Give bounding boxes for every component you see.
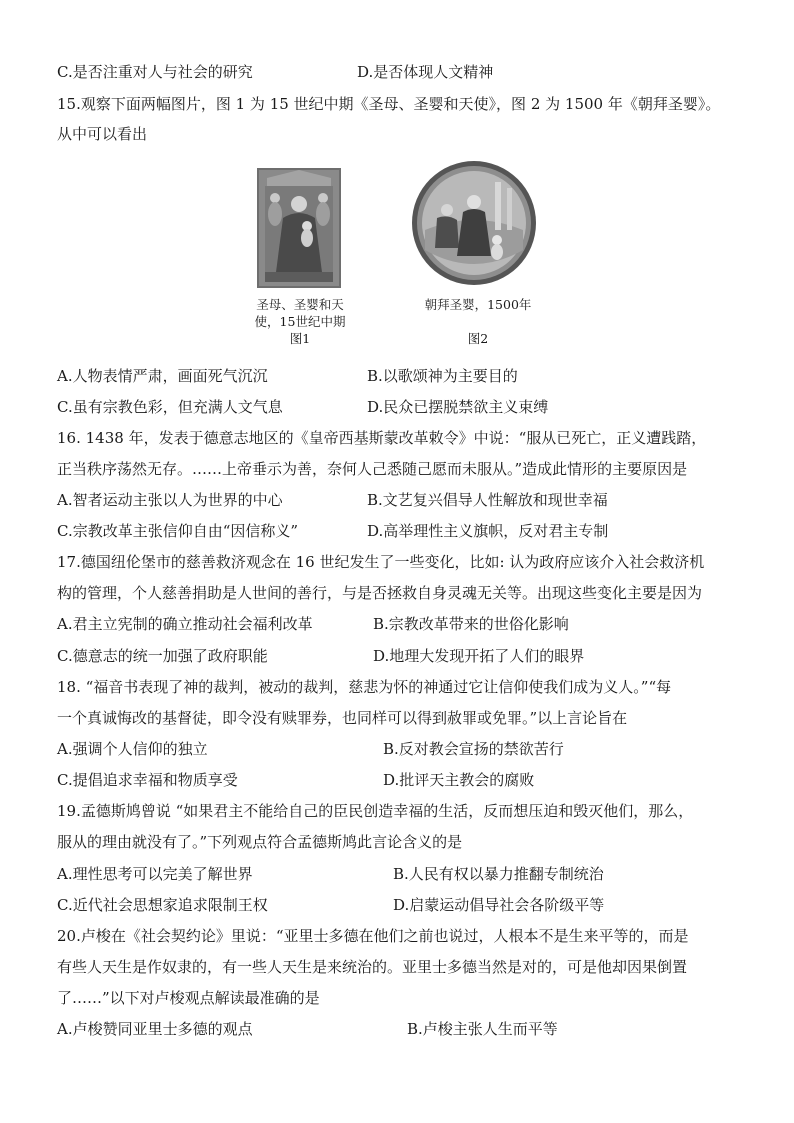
q18-option-d[interactable]: D.批评天主教会的腐败 [383, 771, 535, 789]
q15-option-d[interactable]: D.民众已摆脱禁欲主义束缚 [367, 398, 549, 416]
q18-option-a[interactable]: A.强调个人信仰的独立 [57, 740, 208, 758]
q18-option-c[interactable]: C.提倡追求幸福和物质享受 [57, 771, 238, 789]
q18-stem-line2: 一个真诚悔改的基督徒，即令没有赎罪券，也同样可以得到赦罪或免罪。”以上言论旨在 [57, 709, 628, 727]
figure-2-tondo-painting [411, 160, 537, 286]
q17-option-b[interactable]: B.宗教改革带来的世俗化影响 [373, 615, 569, 633]
q18-stem-line1: 18. “福音书表现了神的裁判，被动的裁判，慈悲为怀的神通过它让信仰使我们成为义人。”“每 [57, 678, 672, 696]
q19-option-b[interactable]: B.人民有权以暴力推翻专制统治 [393, 865, 604, 883]
q15-stem-line2: 从中可以看出 [57, 125, 148, 143]
q20-stem-line3: 了……”以下对卢梭观点解读最准确的是 [57, 989, 320, 1007]
q20-stem-line1: 20.卢梭在《社会契约论》里说：“亚里士多德在他们之前也说过，人根本不是生来平等的，而是 [57, 927, 689, 945]
q16-option-a[interactable]: A.智者运动主张以人为世界的中心 [57, 491, 283, 509]
q15-option-b[interactable]: B.以歌颂神为主要目的 [367, 367, 518, 385]
q17-option-a[interactable]: A.君主立宪制的确立推动社会福利改革 [57, 615, 313, 633]
figure-1-caption-line1: 圣母、圣婴和天 [256, 297, 344, 312]
q19-option-a[interactable]: A.理性思考可以完美了解世界 [57, 865, 253, 883]
q14-option-c[interactable]: C.是否注重对人与社会的研究 [57, 63, 253, 81]
q16-option-b[interactable]: B.文艺复兴倡导人性解放和现世幸福 [367, 491, 608, 509]
q17-stem-line1: 17.德国纽伦堡市的慈善救济观念在 16 世纪发生了一些变化，比如: 认为政府应该介入社会救济机 [57, 553, 705, 571]
q15-option-c[interactable]: C.虽有宗教色彩，但充满人文气息 [57, 398, 283, 416]
q20-stem-line2: 有些人天生是作奴隶的，有一些人天生是来统治的。亚里士多德当然是对的，可是他却因果倒置 [57, 958, 688, 976]
q18-option-b[interactable]: B.反对教会宣扬的禁欲苦行 [383, 740, 564, 758]
q15-option-a[interactable]: A.人物表情严肃，画面死气沉沉 [57, 367, 268, 385]
figure-1-madonna-painting [257, 168, 341, 288]
figure-1-caption-line2: 使，15世纪中期 [254, 314, 346, 329]
q16-stem-line2: 正当秩序荡然无存。……上帝垂示为善，奈何人己悉随己愿而未服从。”造成此情形的主要原因是 [57, 460, 688, 478]
figure-2-caption: 朝拜圣婴，1500年 [424, 297, 532, 312]
q17-option-c[interactable]: C.德意志的统一加强了政府职能 [57, 647, 268, 665]
q16-option-d[interactable]: D.高举理性主义旗帜，反对君主专制 [367, 522, 609, 540]
q17-option-d[interactable]: D.地理大发现开拓了人们的眼界 [373, 647, 585, 665]
q19-option-c[interactable]: C.近代社会思想家追求限制王权 [57, 896, 268, 914]
q16-stem-line1: 16. 1438 年，发表于德意志地区的《皇帝西基斯蒙改革敕令》中说：“服从已死亡，正义遭践踏， [57, 429, 707, 447]
q17-stem-line2: 构的管理，个人慈善捐助是人世间的善行，与是否拯救自身灵魂无关等。出现这些变化主要是因为 [57, 584, 703, 602]
q19-stem-line2: 服从的理由就没有了。”下列观点符合孟德斯鸠此言论含义的是 [57, 833, 463, 851]
q16-option-c[interactable]: C.宗教改革主张信仰自由“因信称义” [57, 522, 299, 540]
q15-stem-line1: 15.观察下面两幅图片，图 1 为 15 世纪中期《圣母、圣婴和天使》，图 2 为 1500 年《朝拜圣婴》。 [57, 95, 721, 113]
q19-stem-line1: 19.孟德斯鸠曾说 “如果君主不能给自己的臣民创造幸福的生活，反而想压迫和毁灭他们，那么， [57, 802, 694, 820]
figure-2-label: 图2 [467, 331, 489, 346]
q14-option-d[interactable]: D.是否体现人文精神 [357, 63, 494, 81]
q19-option-d[interactable]: D.启蒙运动倡导社会各阶级平等 [393, 896, 605, 914]
q20-option-b[interactable]: B.卢梭主张人生而平等 [407, 1020, 558, 1038]
q20-option-a[interactable]: A.卢梭赞同亚里士多德的观点 [57, 1020, 253, 1038]
figure-1-label: 图1 [289, 331, 311, 346]
